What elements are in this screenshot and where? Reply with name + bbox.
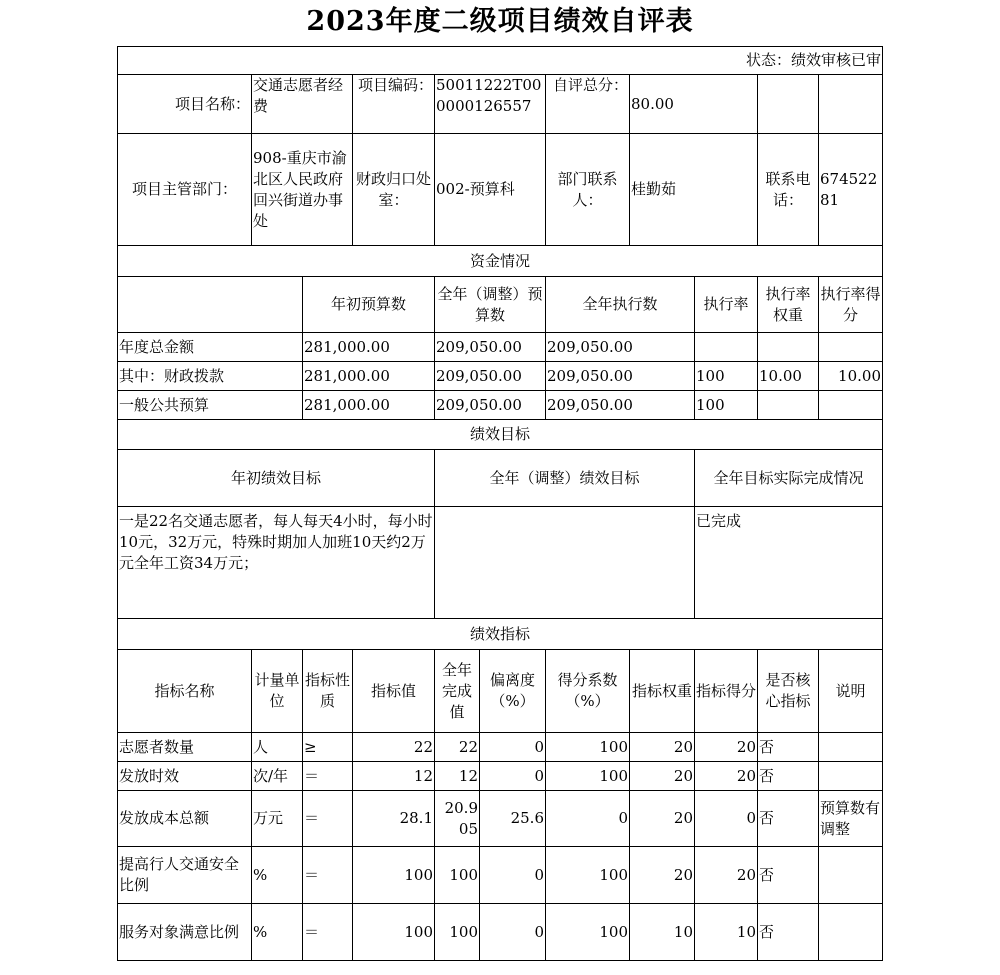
funds-weight bbox=[758, 333, 819, 362]
funds-header-score: 执行率得分 bbox=[819, 277, 883, 333]
ind-nature: ＝ bbox=[303, 762, 353, 791]
goals-initial: 一是22名交通志愿者，每人每天4小时，每小时10元，32万元，特殊时期加人加班10天约2万元全年工资34万元； bbox=[118, 507, 435, 619]
ind-core: 否 bbox=[758, 847, 819, 904]
indicator-row bbox=[118, 791, 883, 847]
funds-executed: 209,050.00 bbox=[546, 362, 695, 391]
ind-core: 否 bbox=[758, 791, 819, 847]
ind-note: 预算数有调整 bbox=[819, 791, 883, 847]
funds-weight: 10.00 bbox=[758, 362, 819, 391]
ind-value: 100 bbox=[353, 904, 435, 961]
ind-value: 28.1 bbox=[353, 791, 435, 847]
funds-score bbox=[819, 391, 883, 420]
project-code: 50011222T000000126557 bbox=[435, 75, 546, 134]
ind-nature: ＝ bbox=[303, 847, 353, 904]
ind-deviation: 0 bbox=[480, 733, 546, 762]
ind-name: 提高行人交通安全比例 bbox=[118, 847, 252, 904]
ind-note bbox=[819, 847, 883, 904]
ind-header-deviation: 偏离度（%） bbox=[480, 650, 546, 733]
ind-done: 100 bbox=[435, 847, 480, 904]
funds-score bbox=[819, 333, 883, 362]
funds-initial: 281,000.00 bbox=[303, 391, 435, 420]
status-text: 状态：绩效审核已审 bbox=[118, 47, 883, 75]
indicator-row bbox=[118, 847, 883, 904]
ind-name: 服务对象满意比例 bbox=[118, 904, 252, 961]
dept: 908-重庆市渝北区人民政府回兴街道办事处 bbox=[252, 134, 353, 246]
funds-adjusted: 209,050.00 bbox=[435, 362, 546, 391]
ind-unit: 人 bbox=[252, 733, 303, 762]
goals-header-adjusted: 全年（调整）绩效目标 bbox=[435, 450, 695, 507]
ind-note bbox=[819, 733, 883, 762]
ind-weight: 20 bbox=[630, 791, 695, 847]
ind-deviation: 0 bbox=[480, 847, 546, 904]
ind-score: 0 bbox=[695, 791, 758, 847]
funds-row-label: 其中：财政拨款 bbox=[118, 362, 303, 391]
funds-adjusted: 209,050.00 bbox=[435, 391, 546, 420]
ind-name: 志愿者数量 bbox=[118, 733, 252, 762]
indicator-row bbox=[118, 762, 883, 791]
ind-done: 22 bbox=[435, 733, 480, 762]
goals-section-title: 绩效目标 bbox=[118, 420, 883, 450]
funds-header-executed: 全年执行数 bbox=[546, 277, 695, 333]
dept-label: 项目主管部门： bbox=[118, 134, 252, 246]
ind-value: 100 bbox=[353, 847, 435, 904]
indicators-section-title: 绩效指标 bbox=[118, 619, 883, 650]
funds-header-initial: 年初预算数 bbox=[303, 277, 435, 333]
indicator-row bbox=[118, 733, 883, 762]
funds-row bbox=[118, 333, 883, 362]
funds-score: 10.00 bbox=[819, 362, 883, 391]
indicator-row bbox=[118, 904, 883, 961]
ind-value: 22 bbox=[353, 733, 435, 762]
ind-weight: 10 bbox=[630, 904, 695, 961]
ind-coef: 0 bbox=[546, 791, 630, 847]
phone-label: 联系电话： bbox=[758, 134, 819, 246]
funds-row-label: 一般公共预算 bbox=[118, 391, 303, 420]
ind-core: 否 bbox=[758, 762, 819, 791]
ind-coef: 100 bbox=[546, 733, 630, 762]
page-title: 2023年度二级项目绩效自评表 bbox=[306, 6, 694, 37]
ind-coef: 100 bbox=[546, 847, 630, 904]
finance: 002-预算科 bbox=[435, 134, 546, 246]
ind-header-coef: 得分系数（%） bbox=[546, 650, 630, 733]
ind-unit: 万元 bbox=[252, 791, 303, 847]
ind-score: 20 bbox=[695, 733, 758, 762]
ind-score: 20 bbox=[695, 762, 758, 791]
goals-header-initial: 年初绩效目标 bbox=[118, 450, 435, 507]
ind-header-name: 指标名称 bbox=[118, 650, 252, 733]
funds-row bbox=[118, 362, 883, 391]
ind-weight: 20 bbox=[630, 847, 695, 904]
ind-unit: % bbox=[252, 847, 303, 904]
ind-nature: ＝ bbox=[303, 791, 353, 847]
funds-executed: 209,050.00 bbox=[546, 391, 695, 420]
goals-adjusted bbox=[435, 507, 695, 619]
funds-row-label: 年度总金额 bbox=[118, 333, 303, 362]
goals-actual: 已完成 bbox=[695, 507, 883, 619]
ind-name: 发放时效 bbox=[118, 762, 252, 791]
finance-label: 财政归口处室： bbox=[353, 134, 435, 246]
empty-cell bbox=[118, 277, 303, 333]
funds-rate bbox=[695, 333, 758, 362]
phone: 67452281 bbox=[819, 134, 883, 246]
self-score: 80.00 bbox=[630, 75, 758, 134]
ind-score: 20 bbox=[695, 847, 758, 904]
ind-name: 发放成本总额 bbox=[118, 791, 252, 847]
ind-weight: 20 bbox=[630, 762, 695, 791]
ind-weight: 20 bbox=[630, 733, 695, 762]
ind-coef: 100 bbox=[546, 762, 630, 791]
funds-executed: 209,050.00 bbox=[546, 333, 695, 362]
ind-done: 100 bbox=[435, 904, 480, 961]
ind-header-note: 说明 bbox=[819, 650, 883, 733]
ind-note bbox=[819, 762, 883, 791]
ind-unit: % bbox=[252, 904, 303, 961]
ind-header-done: 全年完成值 bbox=[435, 650, 480, 733]
ind-coef: 100 bbox=[546, 904, 630, 961]
ind-deviation: 0 bbox=[480, 762, 546, 791]
ind-score: 10 bbox=[695, 904, 758, 961]
funds-section-title: 资金情况 bbox=[118, 246, 883, 277]
ind-value: 12 bbox=[353, 762, 435, 791]
project-name: 交通志愿者经费 bbox=[252, 75, 353, 134]
ind-note bbox=[819, 904, 883, 961]
contact-label: 部门联系人： bbox=[546, 134, 630, 246]
ind-core: 否 bbox=[758, 904, 819, 961]
evaluation-table bbox=[117, 46, 883, 961]
goals-header-actual: 全年目标实际完成情况 bbox=[695, 450, 883, 507]
funds-initial: 281,000.00 bbox=[303, 333, 435, 362]
project-name-label: 项目名称： bbox=[118, 75, 252, 134]
funds-header-weight: 执行率权重 bbox=[758, 277, 819, 333]
ind-nature: ≥ bbox=[303, 733, 353, 762]
ind-core: 否 bbox=[758, 733, 819, 762]
ind-done: 20.905 bbox=[435, 791, 480, 847]
funds-initial: 281,000.00 bbox=[303, 362, 435, 391]
ind-header-core: 是否核心指标 bbox=[758, 650, 819, 733]
ind-deviation: 25.6 bbox=[480, 791, 546, 847]
ind-header-score: 指标得分 bbox=[695, 650, 758, 733]
ind-done: 12 bbox=[435, 762, 480, 791]
project-code-label: 项目编码： bbox=[353, 75, 435, 134]
self-score-label: 自评总分： bbox=[546, 75, 630, 134]
funds-weight bbox=[758, 391, 819, 420]
ind-unit: 次/年 bbox=[252, 762, 303, 791]
contact: 桂勤茹 bbox=[630, 134, 758, 246]
funds-rate: 100 bbox=[695, 362, 758, 391]
funds-header-adjusted: 全年（调整）预算数 bbox=[435, 277, 546, 333]
ind-header-nature: 指标性质 bbox=[303, 650, 353, 733]
funds-adjusted: 209,050.00 bbox=[435, 333, 546, 362]
empty-cell bbox=[758, 75, 819, 134]
ind-deviation: 0 bbox=[480, 904, 546, 961]
funds-rate: 100 bbox=[695, 391, 758, 420]
funds-row bbox=[118, 391, 883, 420]
ind-header-unit: 计量单位 bbox=[252, 650, 303, 733]
ind-header-weight: 指标权重 bbox=[630, 650, 695, 733]
empty-cell bbox=[819, 75, 883, 134]
ind-header-value: 指标值 bbox=[353, 650, 435, 733]
funds-header-rate: 执行率 bbox=[695, 277, 758, 333]
ind-nature: ＝ bbox=[303, 904, 353, 961]
